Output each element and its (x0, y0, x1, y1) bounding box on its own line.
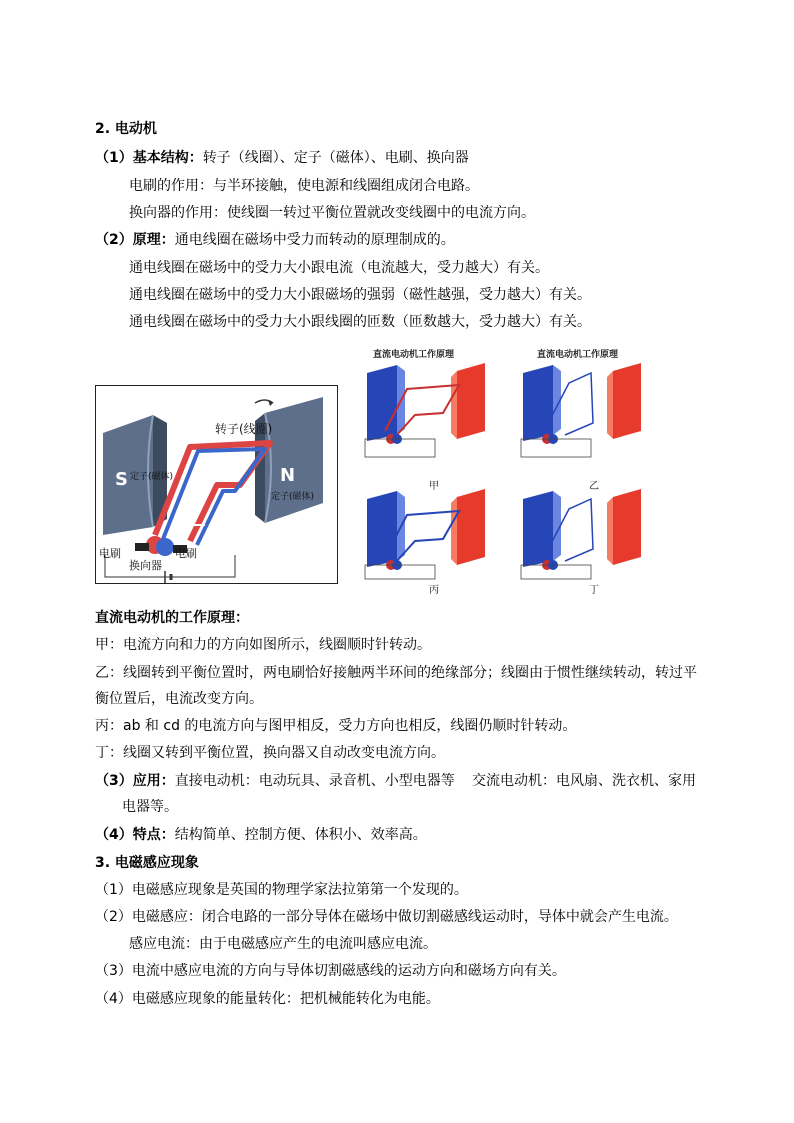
commutator-label: 换向器 (129, 559, 162, 572)
factor-field: 通电线圈在磁场中的受力大小跟磁场的强弱（磁性越强，受力越大）有关。 (129, 287, 591, 303)
factor-current: 通电线圈在磁场中的受力大小跟电流（电流越大，受力越大）有关。 (129, 260, 549, 276)
phase-header-left: 直流电动机工作原理 (373, 350, 455, 360)
factor-turns: 通电线圈在磁场中的受力大小跟线圈的匝数（匝数越大，受力越大）有关。 (129, 314, 591, 330)
induction-discovery: （1）电磁感应现象是英国的物理学家法拉第第一个发现的。 (95, 882, 468, 898)
applications-dc: 直接电动机：电动玩具、录音机、小型电器等 (174, 773, 455, 789)
motor-structure-diagram (95, 385, 338, 584)
s-pole-label: S (115, 469, 128, 490)
commutator-role: 换向器的作用：使线圈一转过平衡位置就改变线圈中的电流方向。 (129, 205, 535, 221)
principle-title: 直流电动机的工作原理： (95, 610, 249, 626)
principle-ding: 丁：线圈又转到平衡位置，换向器又自动改变电流方向。 (95, 745, 445, 761)
section-2-title: 2. 电动机 (95, 121, 157, 137)
features-label: 特点： (132, 827, 175, 843)
caption-ding: 丁 (589, 585, 599, 595)
principle-line (95, 230, 455, 250)
features-text: 结构简单、控制方便、体积小、效率高。 (174, 827, 427, 843)
features-prefix: （4） (95, 827, 133, 843)
principle-yi-line1: 乙：线圈转到平衡位置时，两电刷恰好接触两半环间的绝缘部分；线圈由于惯性继续转动，转过平 (95, 665, 697, 681)
stator-left-label: 定子(磁体) (130, 472, 174, 482)
features-line (95, 825, 427, 845)
dc-motor-phases-diagram (355, 343, 655, 595)
brush-right-label: 电刷 (175, 547, 197, 560)
phase-yi-panel (521, 363, 641, 492)
induced-current-direction: （3）电流中感应电流的方向与导体切割磁感线的运动方向和磁场方向有关。 (95, 963, 566, 979)
principle-jia: 甲：电流方向和力的方向如图所示，线圈顺时针转动。 (95, 637, 431, 653)
phase-jia-panel (365, 363, 485, 492)
rotor-label: 转子(线圈) (215, 422, 273, 436)
phase-ding-panel (521, 489, 641, 595)
brush-left-shape (135, 543, 149, 551)
induced-current-definition: 感应电流：由于电磁感应产生的电流叫感应电流。 (129, 936, 437, 952)
structure-line (95, 148, 469, 168)
principle-yi-line2: 衡位置后，电流改变方向。 (95, 691, 263, 707)
caption-yi: 乙 (589, 481, 599, 492)
caption-jia: 甲 (429, 481, 439, 492)
phase-header-right: 直流电动机工作原理 (537, 350, 619, 360)
applications-ac: 交流电动机：电风扇、洗衣机、家用 (472, 773, 696, 789)
brush-left-label: 电刷 (99, 547, 121, 560)
induction-definition: （2）电磁感应：闭合电路的一部分导体在磁场中做切割磁感线运动时，导体中就会产生电流。 (95, 909, 678, 925)
applications-ac-cont: 电器等。 (122, 799, 178, 815)
principle-prefix: （2） (95, 232, 133, 248)
phase-bing-panel (365, 489, 485, 595)
structure-label: 基本结构： (132, 150, 203, 166)
structure-prefix: （1） (95, 150, 133, 166)
principle-text: 通电线圈在磁场中受力而转动的原理制成的。 (174, 232, 455, 248)
n-pole-label: N (280, 465, 296, 486)
principle-bing: 丙：ab 和 cd 的电流方向与图甲相反，受力方向也相反，线圈仍顺时针转动。 (95, 718, 577, 734)
energy-conversion: （4）电磁感应现象的能量转化：把机械能转化为电能。 (95, 991, 440, 1007)
caption-bing: 丙 (429, 585, 439, 595)
applications-prefix: （3） (95, 773, 133, 789)
applications-label: 应用： (132, 773, 175, 789)
right-magnet (265, 397, 323, 523)
stator-right-label: 定子(磁体) (271, 492, 315, 502)
brush-role: 电刷的作用：与半环接触，使电源和线圈组成闭合电路。 (129, 178, 479, 194)
section-3-title: 3. 电磁感应现象 (95, 855, 199, 871)
structure-text: 转子（线圈）、定子（磁体）、电刷、换向器 (202, 150, 469, 166)
principle-label: 原理： (132, 232, 175, 248)
applications-line (95, 771, 455, 791)
